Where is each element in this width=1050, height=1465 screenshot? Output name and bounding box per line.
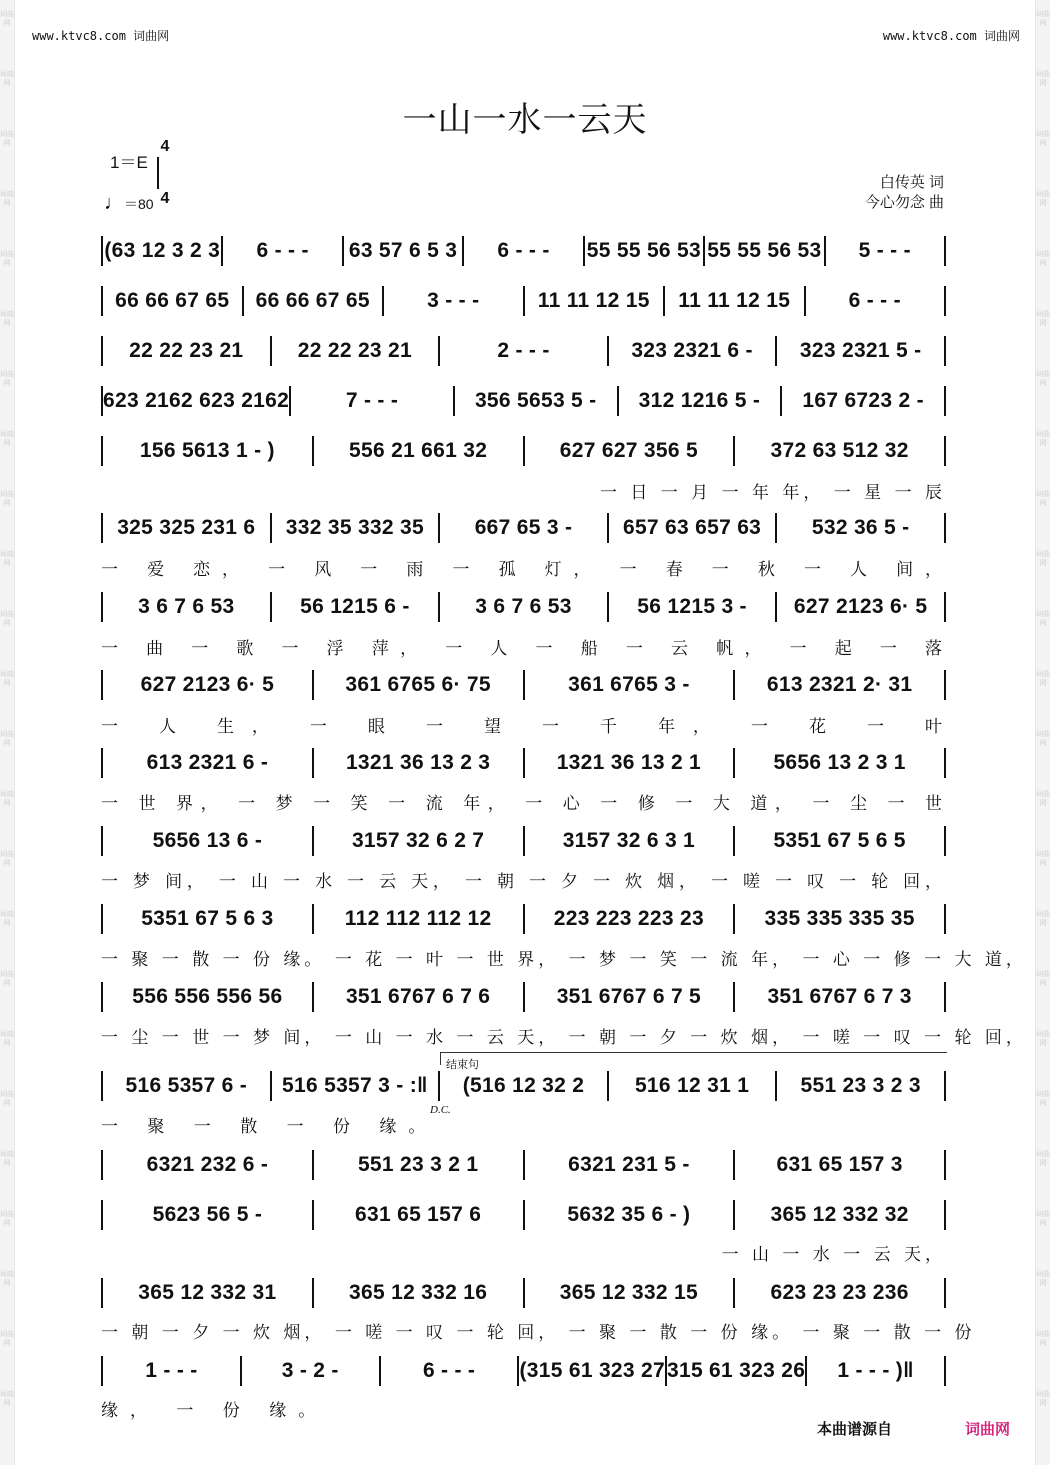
measure: 623 2162 623 2162 — [103, 389, 290, 412]
score-row — [101, 511, 946, 545]
lyricist: 白传英 词 — [879, 174, 944, 191]
measure: 361 6765 6· 75 — [345, 673, 491, 696]
ending-label: 结束句 — [446, 1059, 479, 1071]
lyric-line: 一 尘 一 世 一 梦 间， 一 山 一 水 一 云 天， 一 朝 一 夕 一 炊 烟， 一 嗟 一 叹 一 轮 回， — [101, 1028, 1027, 1048]
watermark-text: 词曲网 — [1036, 551, 1050, 567]
measure: 1321 36 13 2 3 — [345, 751, 491, 774]
measure: 627 627 356 5 — [559, 439, 698, 462]
watermark-text: 词曲网 — [1036, 1091, 1050, 1107]
measure: 356 5653 5 - — [474, 389, 597, 412]
tempo-marking — [104, 192, 154, 215]
song-title: 一山一水一云天 — [402, 100, 648, 140]
lyric-line: 一 梦 间， 一 山 一 水 一 云 天， 一 朝 一 夕 一 炊 烟， 一 嗟 一 叹 一 轮 回， — [101, 872, 946, 892]
lyric-line: 一 朝 一 夕 一 炊 烟， 一 嗟 一 叹 一 轮 回， 一 聚 一 散 一 份 缘。 一 聚 一 散 一 份 — [101, 1323, 976, 1343]
watermark-text: 词曲网 — [0, 491, 14, 507]
watermark-text: 词曲网 — [1036, 371, 1050, 387]
barline — [944, 1200, 946, 1230]
watermark-text: 词曲网 — [1036, 71, 1050, 87]
watermark-text: 词曲网 — [1036, 1331, 1050, 1347]
measure: 551 23 3 2 3 — [800, 1074, 921, 1097]
lyric-line: 一 爱 恋， 一 风 一 雨 一 孤 灯， 一 春 一 秋 一 人 间， — [101, 560, 946, 580]
watermark-text: 词曲网 — [0, 1151, 14, 1167]
measure: 516 12 31 1 — [634, 1074, 750, 1097]
measure: 556 556 556 56 — [132, 985, 283, 1008]
watermark-text: 词曲网 — [1036, 191, 1050, 207]
watermark-text: 词曲网 — [1036, 611, 1050, 627]
meter-divider — [157, 157, 159, 189]
measure: 56 1215 3 - — [637, 595, 747, 618]
watermark-text: 词曲网 — [0, 551, 14, 567]
watermark-text: 词曲网 — [0, 251, 14, 267]
right-watermark-strip — [1035, 0, 1050, 1465]
lyric-line: 缘， 一 份 缘。 — [101, 1401, 328, 1421]
measure: 156 5613 1 - ) — [139, 439, 275, 462]
measure: 1 - - - — [145, 1359, 198, 1382]
watermark-text: 词曲网 — [1036, 1031, 1050, 1047]
measure: 3157 32 6 2 7 — [351, 829, 485, 852]
measure: 516 5357 3 - :‖ — [282, 1074, 428, 1097]
watermark-text: 词曲网 — [0, 1211, 14, 1227]
measure: 627 2123 6· 5 — [140, 673, 275, 696]
watermark-text: 词曲网 — [1036, 1271, 1050, 1287]
credits — [865, 173, 944, 213]
measure: 551 23 3 2 1 — [357, 1153, 479, 1176]
measure: 112 112 112 12 — [344, 907, 492, 930]
watermark-text: 词曲网 — [1036, 11, 1050, 27]
measure: 365 12 332 16 — [349, 1281, 488, 1304]
measure: 11 11 12 15 — [537, 289, 650, 312]
time-signature — [157, 138, 173, 208]
watermark-text: 词曲网 — [0, 671, 14, 687]
watermark-text: 词曲网 — [0, 911, 14, 927]
score-row — [101, 234, 946, 268]
watermark-text: 词曲网 — [1036, 491, 1050, 507]
score-row — [101, 1276, 946, 1310]
measure: 631 65 157 6 — [355, 1203, 482, 1226]
measure: 351 6767 6 7 5 — [556, 985, 702, 1008]
measure: 167 6723 2 - — [802, 389, 924, 412]
watermark-text: 词曲网 — [0, 371, 14, 387]
watermark-text: 词曲网 — [1036, 1151, 1050, 1167]
measure: 516 5357 6 - — [125, 1074, 248, 1097]
score-row — [101, 824, 946, 858]
measure: 66 66 67 65 — [255, 289, 370, 312]
measure: (63 12 3 2 3 — [104, 239, 221, 262]
measure: 667 65 3 - — [474, 516, 573, 539]
watermark-text: 词曲网 — [0, 1031, 14, 1047]
measure: 613 2321 2· 31 — [766, 673, 913, 696]
barline — [944, 904, 946, 934]
measure: 365 12 332 31 — [138, 1281, 277, 1304]
measure: 66 66 67 65 — [115, 289, 230, 312]
key-signature: 1＝E — [110, 153, 148, 172]
barline — [944, 826, 946, 856]
measure: 3157 32 6 3 1 — [562, 829, 696, 852]
score-row — [101, 434, 946, 468]
watermark-text: 词曲网 — [0, 191, 14, 207]
measure: 335 335 335 35 — [764, 907, 915, 930]
score-row — [101, 1069, 946, 1103]
measure: 6 - - - — [422, 1359, 476, 1382]
watermark-text: 词曲网 — [1036, 911, 1050, 927]
score-row — [101, 902, 946, 936]
measure: 631 65 157 3 — [776, 1153, 903, 1176]
barline — [944, 436, 946, 466]
tempo-value: ＝80 — [124, 196, 154, 212]
measure: 3 - 2 - — [281, 1359, 339, 1382]
measure: 323 2321 6 - — [631, 339, 753, 362]
measure: 5656 13 2 3 1 — [773, 751, 906, 774]
watermark-text: 词曲网 — [1036, 1211, 1050, 1227]
measure: 5632 35 6 - ) — [567, 1203, 691, 1226]
meter-bottom: 4 — [160, 190, 170, 207]
measure: 623 23 23 236 — [770, 1281, 909, 1304]
watermark-text: 词曲网 — [0, 971, 14, 987]
measure: 56 1215 6 - — [300, 595, 410, 618]
measure: 5656 13 6 - — [152, 829, 263, 852]
lyric-line: 一 曲 一 歌 一 浮 萍， 一 人 一 船 一 云 帆， 一 起 一 落 — [101, 639, 946, 659]
measure: 3 - - - — [427, 289, 480, 312]
measure: (315 61 323 27 — [519, 1359, 665, 1382]
measure: 556 21 661 32 — [349, 439, 488, 462]
measure: 5 - - - — [858, 239, 911, 262]
watermark-text: 词曲网 — [1036, 431, 1050, 447]
measure: 223 223 223 23 — [553, 907, 704, 930]
measure: 627 2123 6· 5 — [793, 595, 928, 618]
measure: 325 325 231 6 — [117, 516, 256, 539]
left-watermark-strip — [0, 0, 15, 1465]
watermark-text: 词曲网 — [1036, 791, 1050, 807]
watermark-text: 词曲网 — [1036, 131, 1050, 147]
barline — [944, 592, 946, 622]
barline — [944, 670, 946, 700]
watermark-text: 词曲网 — [0, 611, 14, 627]
composer: 今心勿念 曲 — [864, 194, 944, 211]
measure: 7 - - - — [345, 389, 399, 412]
meter-top: 4 — [160, 138, 170, 155]
measure: 22 22 23 21 — [129, 339, 244, 362]
measure: 323 2321 5 - — [799, 339, 922, 362]
measure: 372 63 512 32 — [770, 439, 909, 462]
barline — [944, 236, 946, 266]
measure: 361 6765 3 - — [568, 673, 690, 696]
quarter-note-icon: ♩ — [104, 192, 124, 214]
measure: 2 - - - — [497, 339, 550, 362]
measure: 1321 36 13 2 1 — [556, 751, 702, 774]
barline — [944, 1150, 946, 1180]
measure: 365 12 332 15 — [559, 1281, 698, 1304]
lyric-line: 一 聚 一 散 一 份 缘。 一 花 一 叶 一 世 界， 一 梦 一 笑 一 流 年， 一 心 一 修 一 大 道， — [101, 950, 1027, 970]
watermark-text: 词曲网 — [0, 311, 14, 327]
score-row — [101, 746, 946, 780]
watermark-text: 词曲网 — [0, 1331, 14, 1347]
barline — [944, 1356, 946, 1386]
watermark-text: 词曲网 — [0, 131, 14, 147]
measure: 6321 231 5 - — [568, 1153, 690, 1176]
measure: 55 55 56 53 — [586, 239, 702, 262]
watermark-text: 词曲网 — [0, 1271, 14, 1287]
score-row — [101, 1148, 946, 1182]
measure: 365 12 332 32 — [770, 1203, 909, 1226]
barline — [944, 748, 946, 778]
watermark-text: 词曲网 — [1036, 851, 1050, 867]
watermark-text: 词曲网 — [1036, 311, 1050, 327]
watermark-text: 词曲网 — [0, 1391, 14, 1407]
measure: 351 6767 6 7 6 — [345, 985, 491, 1008]
watermark-text: 词曲网 — [1036, 251, 1050, 267]
score-row — [101, 668, 946, 702]
measure: 5623 56 5 - — [152, 1203, 263, 1226]
measure: 63 57 6 5 3 — [348, 239, 458, 262]
lyric-line: 一 日 一 月 一 年 年， 一 星 一 辰 — [599, 483, 946, 503]
watermark-text: 词曲网 — [0, 71, 14, 87]
measure: 5351 67 5 6 3 — [141, 907, 274, 930]
barline — [944, 513, 946, 543]
measure: 22 22 23 21 — [297, 339, 413, 362]
ending-bracket — [440, 1052, 947, 1065]
footer-source: 本曲谱源自 — [817, 1421, 893, 1438]
measure: (516 12 32 2 — [462, 1074, 585, 1097]
score-row — [101, 980, 946, 1014]
watermark-text: 词曲网 — [0, 731, 14, 747]
measure: 1 - - - )‖ — [837, 1359, 914, 1382]
measure: 3 6 7 6 53 — [138, 595, 235, 618]
measure: 657 63 657 63 — [622, 516, 762, 539]
measure: 6 - - - — [497, 239, 550, 262]
watermark-text: 词曲网 — [1036, 731, 1050, 747]
watermark-text: 词曲网 — [0, 431, 14, 447]
watermark-text: 词曲网 — [1036, 971, 1050, 987]
measure: 6321 232 6 - — [146, 1153, 269, 1176]
watermark-text: 词曲网 — [1036, 1391, 1050, 1407]
lyric-line: 一 人 生， 一 眼 一 望 一 千 年， 一 花 一 叶 — [101, 717, 946, 737]
barline — [944, 1278, 946, 1308]
measure: 5351 67 5 6 5 — [773, 829, 906, 852]
watermark-text: 词曲网 — [0, 11, 14, 27]
barline — [944, 336, 946, 366]
score-row — [101, 1198, 946, 1232]
measure: 532 36 5 - — [811, 516, 910, 539]
measure: 315 61 323 26 — [666, 1359, 806, 1382]
measure: 332 35 332 35 — [285, 516, 424, 539]
watermark-text: 词曲网 — [0, 1091, 14, 1107]
lyric-line: 一 世 界， 一 梦 一 笑 一 流 年， 一 心 一 修 一 大 道， 一 尘 一 世 — [101, 794, 946, 814]
score-row — [101, 284, 946, 318]
barline — [944, 386, 946, 416]
score-row — [101, 384, 946, 418]
watermark-text: 词曲网 — [1036, 671, 1050, 687]
measure: 6 - - - — [848, 289, 901, 312]
lyric-line: 一 山 一 水 一 云 天， — [721, 1245, 946, 1265]
measure: 312 1216 5 - — [638, 389, 761, 412]
measure: 55 55 56 53 — [707, 239, 822, 262]
measure: 11 11 12 15 — [678, 289, 791, 312]
measure: 351 6767 6 7 3 — [767, 985, 912, 1008]
barline — [944, 286, 946, 316]
watermark-text: 词曲网 — [0, 791, 14, 807]
watermark-text: 词曲网 — [0, 851, 14, 867]
barline — [944, 1071, 946, 1101]
measure: 3 6 7 6 53 — [475, 595, 572, 618]
dc-mark: D.C. — [430, 1104, 451, 1116]
measure: 6 - - - — [256, 239, 309, 262]
barline — [944, 982, 946, 1012]
footer-brand-link[interactable]: 词曲网 — [965, 1421, 1011, 1438]
site-tag-left[interactable]: www.ktvc8.com 词曲网 — [32, 29, 170, 43]
score-row — [101, 590, 946, 624]
measure: 613 2321 6 - — [146, 751, 269, 774]
site-tag-right[interactable]: www.ktvc8.com 词曲网 — [882, 29, 1020, 43]
score-row — [101, 334, 946, 368]
score-row — [101, 1354, 946, 1388]
lyric-line: 一 聚 一 散 一 份 缘。 — [101, 1117, 438, 1137]
